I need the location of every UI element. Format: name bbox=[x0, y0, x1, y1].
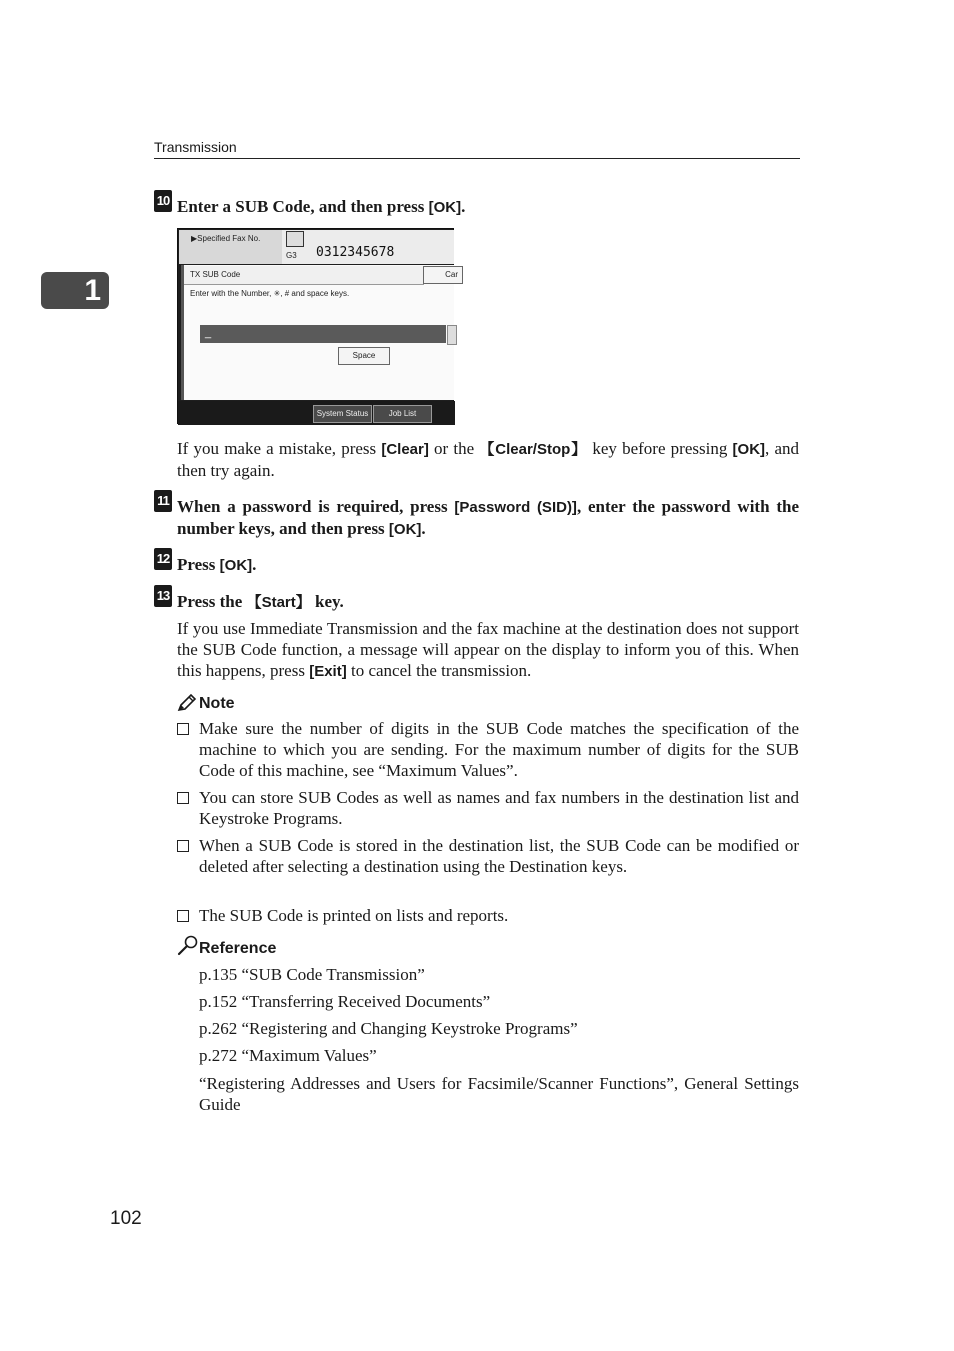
step-11-post: . bbox=[421, 519, 426, 538]
clear-key: [Clear] bbox=[381, 441, 429, 458]
note-item bbox=[177, 905, 799, 926]
note-item bbox=[177, 787, 799, 829]
checkbox-icon bbox=[177, 840, 189, 852]
note-item-text: Make sure the number of digits in the SUB Code matches the specification of the machine to which you are sending. For the maximum number of digits for the SUB Code of this machine, see “Maximum Values”. bbox=[199, 719, 799, 780]
reference-link[interactable]: p.272 “Maximum Values” bbox=[199, 1046, 377, 1065]
ok-key: [OK] bbox=[428, 199, 462, 216]
password-sid-key: [Password (SID)] bbox=[454, 499, 577, 516]
scroll-button[interactable] bbox=[447, 325, 457, 345]
reference-heading: Reference bbox=[199, 940, 277, 957]
checkbox-icon bbox=[177, 910, 189, 922]
para1-d: , and then try again. bbox=[177, 439, 800, 480]
cancel-button[interactable]: Car bbox=[423, 266, 463, 284]
input-cursor: _ bbox=[205, 327, 212, 339]
header-rule bbox=[154, 158, 800, 159]
para1-a: If you make a mistake, press bbox=[177, 439, 382, 458]
sub-code-input[interactable] bbox=[200, 325, 446, 343]
system-status-button[interactable]: System Status bbox=[313, 405, 372, 423]
ok-key: [OK] bbox=[732, 441, 766, 458]
running-header: Transmission bbox=[154, 139, 237, 155]
step-12-text bbox=[177, 554, 799, 576]
note-item-text: The SUB Code is printed on lists and reports. bbox=[199, 906, 509, 925]
checkbox-icon bbox=[177, 792, 189, 804]
reference-link[interactable]: “Registering Addresses and Users for Facsimile/Scanner Functions”, General Settings Guide bbox=[199, 1074, 799, 1114]
step-10-pre: Enter a SUB Code, and then press bbox=[177, 197, 429, 216]
reference-link[interactable]: p.135 “SUB Code Transmission” bbox=[199, 965, 425, 984]
job-list-button[interactable]: Job List bbox=[373, 405, 432, 423]
step-13-pre: Press the bbox=[177, 592, 247, 611]
step-10-post: . bbox=[461, 197, 466, 216]
step-12-pre: Press bbox=[177, 555, 220, 574]
fax-line-icon bbox=[286, 231, 304, 247]
para1-b: or the bbox=[428, 439, 480, 458]
clear-stop-key: 【Clear/Stop】 bbox=[479, 441, 588, 458]
note-item-text: You can store SUB Codes as well as names and fax numbers in the destination list and Keystroke Programs. bbox=[199, 788, 799, 828]
step-number-11: 11 bbox=[154, 490, 172, 512]
fax-display-screenshot bbox=[177, 228, 458, 424]
page-number: 102 bbox=[110, 1208, 142, 1229]
note-item bbox=[177, 835, 799, 877]
immediate-transmission-paragraph bbox=[177, 618, 799, 682]
note-item bbox=[177, 718, 799, 781]
reference-link[interactable]: p.152 “Transferring Received Documents” bbox=[199, 992, 491, 1011]
note-item-text: When a SUB Code is stored in the destination list, the SUB Code can be modified or deleted after selecting a destination using the Destination keys. bbox=[199, 836, 799, 876]
step-12-post: . bbox=[252, 555, 257, 574]
step-10-text bbox=[177, 196, 799, 218]
start-key: 【Start】 bbox=[246, 594, 311, 611]
space-button[interactable]: Space bbox=[338, 347, 390, 365]
para2-b: to cancel the transmission. bbox=[346, 661, 532, 680]
instruction-text: Enter with the Number, ✳, # and space keys. bbox=[190, 289, 350, 298]
checkbox-icon bbox=[177, 723, 189, 735]
step-13-post: key. bbox=[310, 592, 344, 611]
fax-number: 0312345678 bbox=[316, 245, 395, 260]
tx-sub-code-label: TX SUB Code bbox=[190, 270, 241, 279]
ok-key: [OK] bbox=[388, 521, 422, 538]
para2-a: If you use Immediate Transmission and the fax machine at the destination does not support the SUB Code function, a message will appear on the display to inform you of this. When this happens, press bbox=[177, 619, 799, 680]
exit-key: [Exit] bbox=[309, 663, 347, 680]
step-11-text bbox=[177, 496, 799, 540]
ok-key: [OK] bbox=[219, 557, 253, 574]
tx-sub-code-row bbox=[184, 266, 424, 285]
step-13-text bbox=[177, 591, 799, 613]
specified-fax-panel bbox=[179, 230, 282, 264]
magnifier-icon bbox=[177, 935, 199, 955]
step-number-10: 10 bbox=[154, 190, 172, 212]
step-number-12: 12 bbox=[154, 548, 172, 570]
step-11-mid: , enter the password with the number keys, and then press bbox=[177, 497, 799, 538]
para1-c: key before pressing bbox=[587, 439, 733, 458]
note-heading: Note bbox=[199, 695, 235, 712]
step-number-13: 13 bbox=[154, 585, 172, 607]
specified-fax-label: ▶Specified Fax No. bbox=[191, 234, 261, 243]
mistake-paragraph bbox=[177, 438, 799, 481]
pencil-icon bbox=[177, 694, 197, 712]
step-11-pre: When a password is required, press bbox=[177, 497, 455, 516]
chapter-tab: 1 bbox=[41, 272, 109, 309]
line-label: G3 bbox=[286, 251, 297, 260]
reference-link[interactable]: p.262 “Registering and Changing Keystroke Programs” bbox=[199, 1019, 578, 1038]
fax-number-panel bbox=[282, 230, 454, 264]
